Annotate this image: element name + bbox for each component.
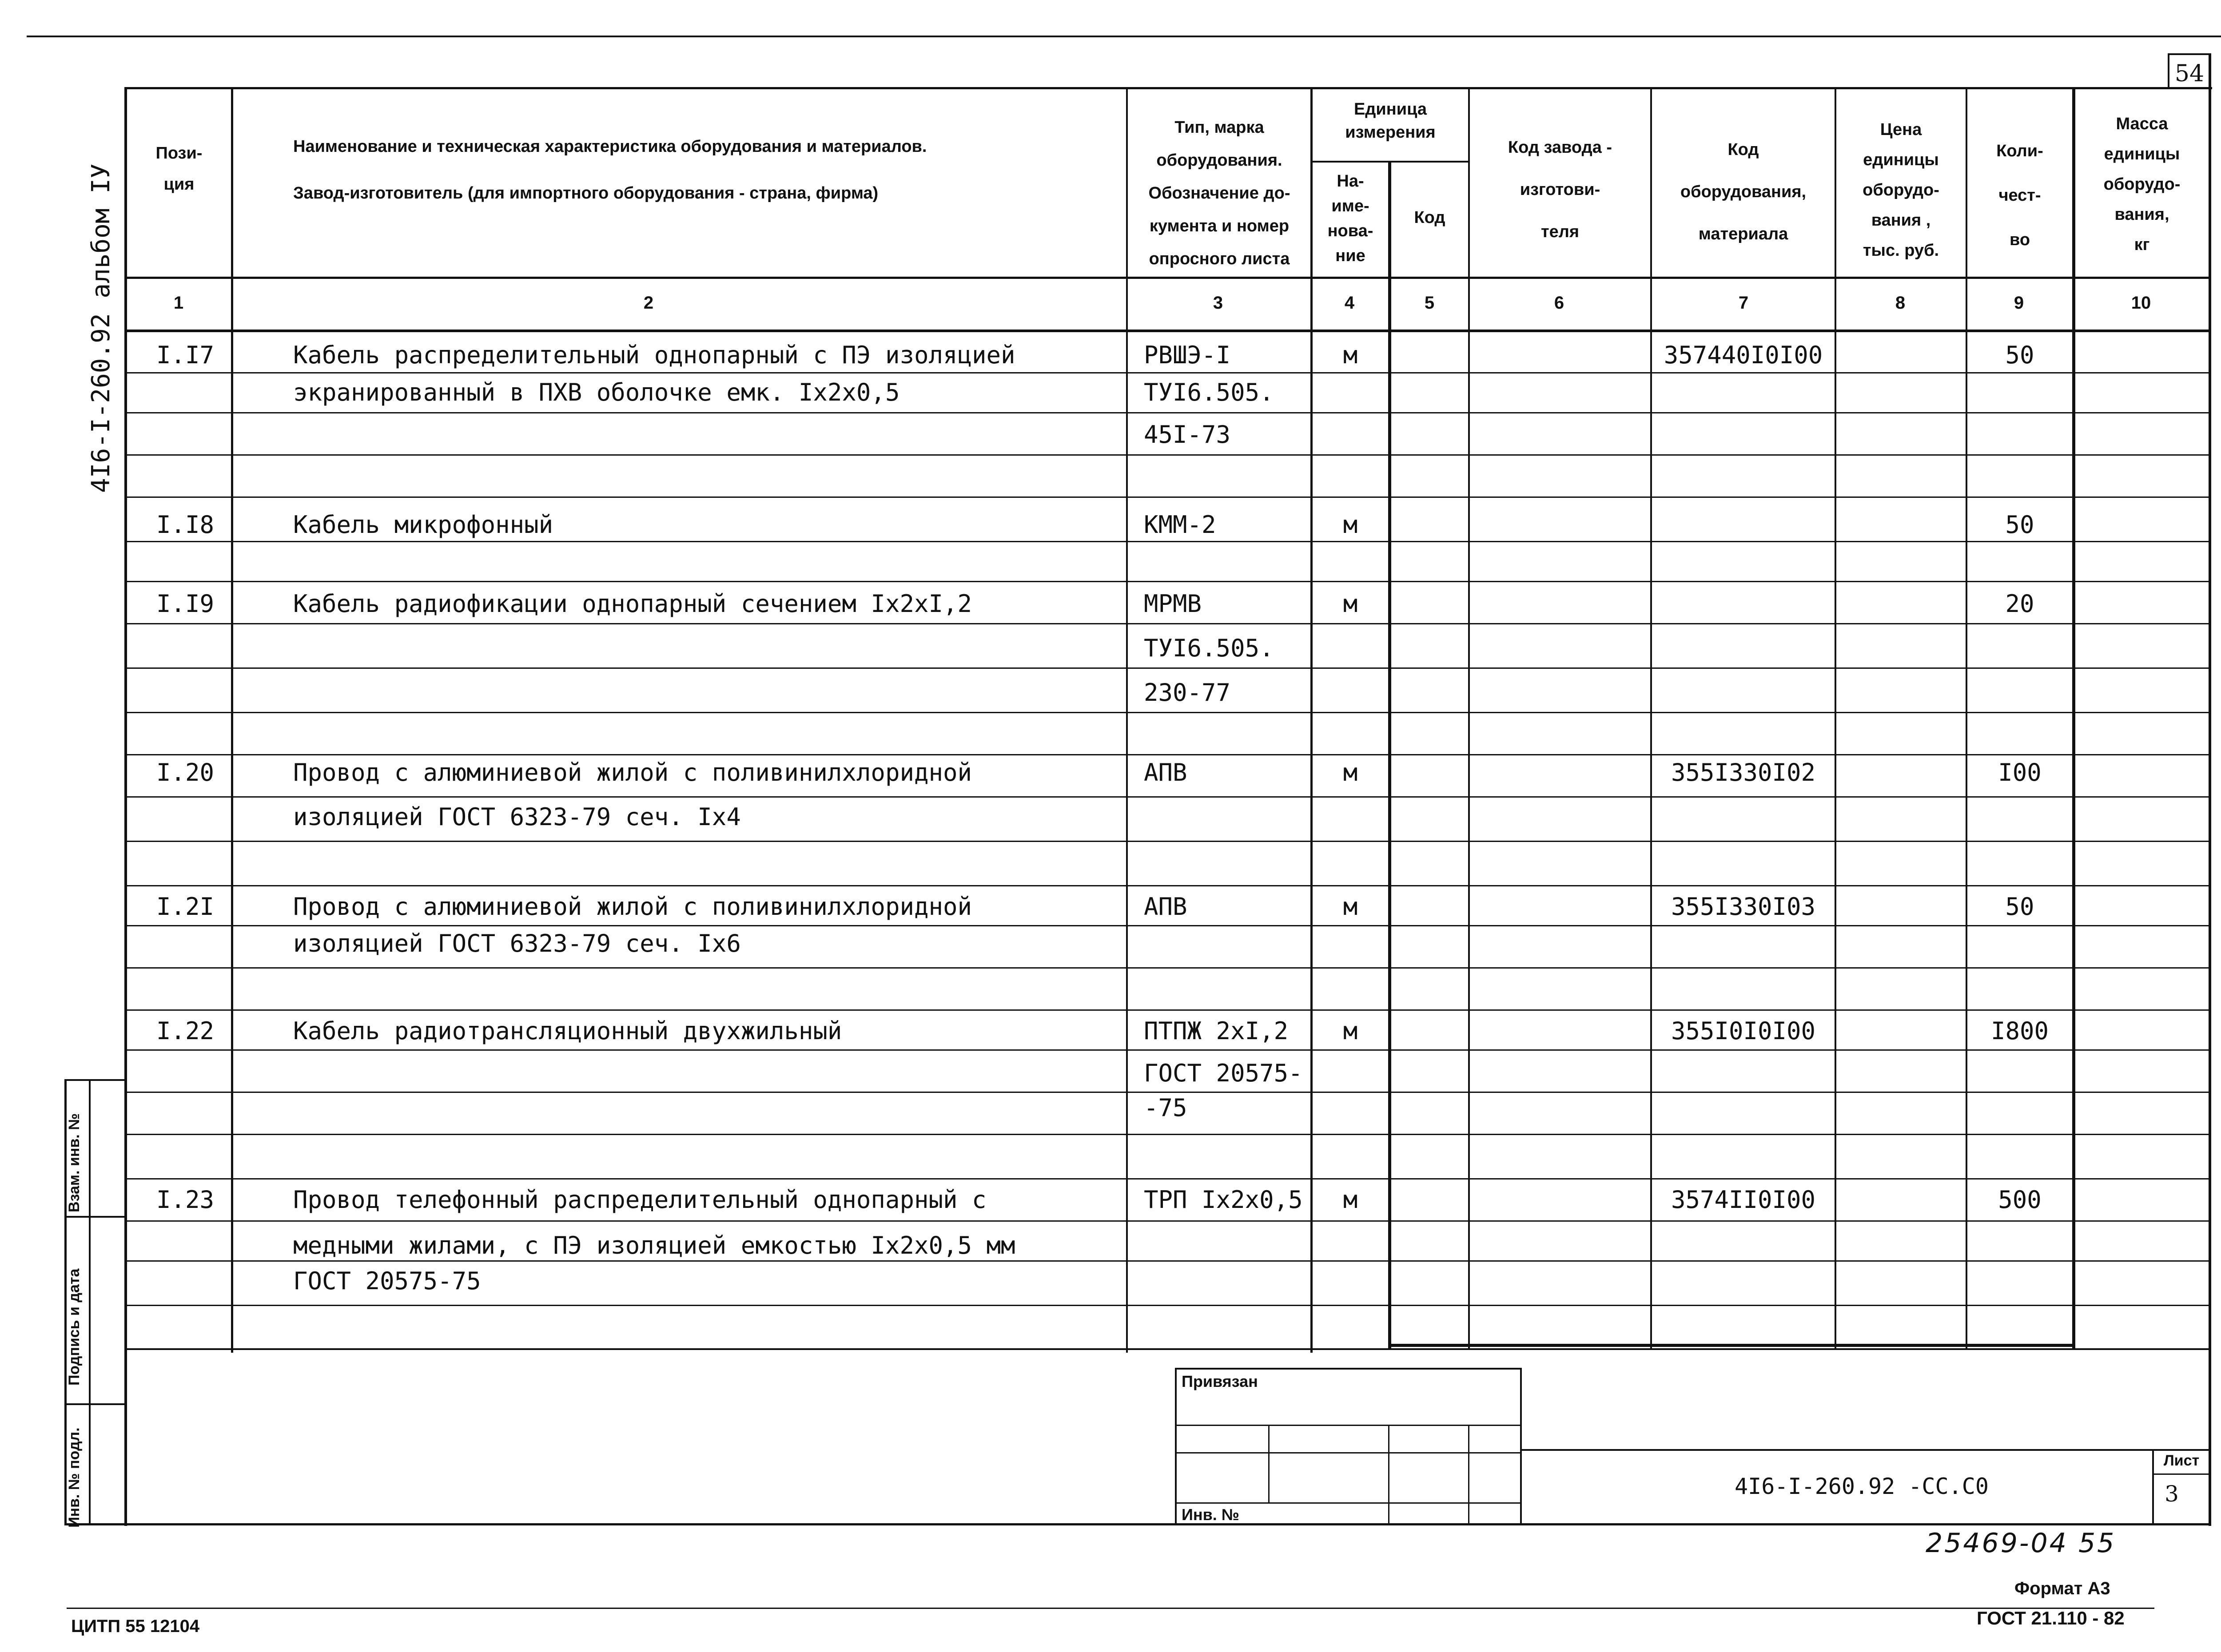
row-4-type-line1: АПВ xyxy=(1144,758,1187,786)
row-6-name-line1: Кабель радиотрансляционный двухжильный xyxy=(293,1017,842,1045)
hline-r7 xyxy=(124,623,2210,624)
row-4-name-line1: Провод с алюминиевой жилой с поливинилхлоридной xyxy=(293,758,972,786)
header-position-line2: ция xyxy=(163,175,195,194)
header-price-line1: Цена xyxy=(1880,120,1922,139)
hline-r18 xyxy=(124,1092,2210,1093)
col-number-8: 8 xyxy=(1895,293,1906,313)
side-stamp-original-inv: Инв. № подл. xyxy=(66,1427,83,1528)
hline-r9 xyxy=(124,712,2210,713)
side-col-sep1 xyxy=(64,1216,127,1218)
title-block-top xyxy=(1520,1449,2209,1451)
hline-r12 xyxy=(124,841,2210,842)
header-equipment-line2: оборудования, xyxy=(1680,183,1807,201)
document-code: 4I6-I-260.92 -СС.С0 xyxy=(1735,1473,1989,1499)
row-4-position: I.20 xyxy=(156,758,215,786)
header-unit-line1: Единица xyxy=(1353,100,1427,119)
header-equipment-line1: Код xyxy=(1727,140,1759,159)
hline-header-bottom xyxy=(124,277,2210,279)
header-unit-name xyxy=(1313,169,1388,268)
header-mass xyxy=(2075,109,2209,260)
header-quantity xyxy=(1967,129,2072,262)
row-2-position: I.I8 xyxy=(156,511,215,539)
row-7-name-line1: Провод телефонный распределительный однопарный с xyxy=(293,1186,987,1214)
header-mass-line2: единицы xyxy=(2104,145,2180,163)
row-1-unit: м xyxy=(1343,341,1358,369)
header-type xyxy=(1128,111,1310,275)
header-price-line3: оборудо- xyxy=(1863,181,1939,199)
hline-r2 xyxy=(124,412,2210,413)
hline-r3 xyxy=(124,454,2210,456)
row-3-quantity: 20 xyxy=(2005,590,2034,618)
frame-left xyxy=(124,87,127,1526)
album-label: 4I6-I-260.92 альбом IУ xyxy=(87,163,115,493)
hline-unit-split xyxy=(1310,161,1468,163)
hline-r22 xyxy=(124,1260,2210,1262)
stamp-vsep3 xyxy=(1468,1425,1469,1525)
vline-9 xyxy=(2072,87,2075,1348)
stamp-box-right xyxy=(1520,1368,1522,1525)
col-number-10: 10 xyxy=(2131,293,2151,313)
handwritten-number: 25469-04 55 xyxy=(1926,1528,2116,1559)
gost-label: ГОСТ 21.110 - 82 xyxy=(1977,1608,2125,1628)
header-type-line3: Обозначение до- xyxy=(1148,184,1290,203)
row-5-quantity: 50 xyxy=(2005,893,2034,921)
col-number-7: 7 xyxy=(1738,293,1749,313)
bottom-left-label: ЦИТП 55 12104 xyxy=(71,1616,200,1636)
row-1-name-line2: экранированный в ПХВ оболочке емк. Iх2х0,5 xyxy=(293,378,900,406)
hline-r21 xyxy=(124,1220,2210,1222)
col-number-2: 2 xyxy=(643,293,654,313)
row-6-type-line1: ПТПЖ 2хI,2 xyxy=(1144,1017,1289,1045)
format-label: Формат А3 xyxy=(2014,1579,2110,1598)
hline-r5 xyxy=(124,541,2210,542)
side-col-inner xyxy=(89,1079,91,1525)
stamp-row1 xyxy=(1175,1425,1521,1426)
header-name-line1: Наименование и техническая характеристика оборудования и материалов. xyxy=(293,137,927,156)
header-quantity-line1: Коли- xyxy=(1996,142,2043,160)
row-4-name-line2: изоляцией ГОСТ 6323-79 сеч. Iх4 xyxy=(293,803,741,831)
stamp-box-left xyxy=(1175,1368,1177,1525)
stamp-vsep1 xyxy=(1268,1425,1270,1504)
row-6-unit: м xyxy=(1343,1017,1358,1045)
col-number-9: 9 xyxy=(2014,293,2024,313)
row-7-type-line1: ТРП Iх2х0,5 xyxy=(1144,1186,1303,1214)
side-stamp-replace-inv: Взам. инв. № xyxy=(66,1113,83,1212)
col-number-6: 6 xyxy=(1554,293,1564,313)
hline-r10 xyxy=(124,754,2210,755)
header-unit-name-line2: име- xyxy=(1331,197,1369,215)
header-factory-code xyxy=(1470,127,1650,253)
row-3-type-line2: ТУI6.505. xyxy=(1144,634,1274,662)
row-4-unit: м xyxy=(1343,758,1358,786)
header-mass-line4: вания, xyxy=(2114,205,2169,224)
row-7-name-line3: ГОСТ 20575-75 xyxy=(293,1267,481,1295)
row-3-position: I.I9 xyxy=(156,590,215,618)
vline-8 xyxy=(1966,87,1967,1348)
col-number-4: 4 xyxy=(1344,293,1355,313)
top-border-line xyxy=(27,36,2221,37)
header-name xyxy=(293,133,1119,206)
row-2-quantity: 50 xyxy=(2005,511,2034,539)
hline-table-end xyxy=(124,1348,2210,1350)
row-3-name-line1: Кабель радиофикации однопарный сечением Iх2хI,2 xyxy=(293,590,972,618)
sheet-number: 3 xyxy=(2165,1481,2179,1507)
header-price xyxy=(1836,115,1966,266)
hline-r14 xyxy=(124,925,2210,926)
hline-r6 xyxy=(124,581,2210,582)
hline-colnum-bottom xyxy=(124,330,2210,332)
header-factory-line3: теля xyxy=(1540,222,1580,241)
hline-r8 xyxy=(124,667,2210,669)
hline-r1 xyxy=(124,372,2210,373)
hline-r16 xyxy=(124,1009,2210,1011)
row-7-name-line2: медными жилами, с ПЭ изоляцией емкостью Iх2х0,5 мм xyxy=(293,1231,1015,1259)
header-quantity-line2: чест- xyxy=(1998,186,2041,205)
hline-r20 xyxy=(124,1178,2210,1179)
row-6-type-line3: -75 xyxy=(1144,1094,1187,1122)
sheet-corner-number: 54 xyxy=(2174,60,2205,87)
header-type-line5: опросного листа xyxy=(1149,250,1290,268)
col-number-1: 1 xyxy=(173,293,184,313)
corner-box-top xyxy=(2168,53,2210,55)
header-unit-line2: измерения xyxy=(1345,123,1436,142)
row-5-position: I.2I xyxy=(156,893,215,921)
row-1-quantity: 50 xyxy=(2005,341,2034,369)
row-2-unit: м xyxy=(1343,511,1358,539)
side-col-top xyxy=(64,1079,127,1081)
header-mass-line1: Масса xyxy=(2116,115,2168,133)
side-stamp-signature-date: Подпись и дата xyxy=(66,1268,83,1386)
header-equipment-code xyxy=(1652,129,1835,255)
row-5-type-line1: АПВ xyxy=(1144,893,1187,921)
header-type-line2: оборудования. xyxy=(1156,151,1282,170)
row-5-unit: м xyxy=(1343,893,1358,921)
row-2-type-line1: КММ-2 xyxy=(1144,511,1216,539)
col-number-5: 5 xyxy=(1424,293,1435,313)
header-name-line2: Завод-изготовитель (для импортного оборудования - страна, фирма) xyxy=(293,184,879,203)
row-1-position: I.I7 xyxy=(156,341,215,369)
header-position xyxy=(127,138,231,200)
row-6-quantity: I800 xyxy=(1990,1017,2049,1045)
row-7-code: 3574II0I00 xyxy=(1671,1186,1816,1214)
header-unit-name-line1: На- xyxy=(1337,172,1364,191)
stamp-row3 xyxy=(1175,1502,1521,1504)
hline-r19 xyxy=(124,1134,2210,1135)
hline-r23 xyxy=(124,1305,2210,1306)
header-factory-line2: изготови- xyxy=(1520,180,1600,199)
vline-4 xyxy=(1388,162,1391,1350)
vline-7 xyxy=(1835,87,1836,1348)
hline-r13 xyxy=(124,885,2210,886)
header-position-line1: Пози- xyxy=(155,144,203,163)
row-7-quantity: 500 xyxy=(1998,1186,2042,1214)
header-mass-line3: оборудо- xyxy=(2103,175,2181,194)
sheet-box-sep xyxy=(2152,1473,2210,1475)
row-5-name-line1: Провод с алюминиевой жилой с поливинилхлоридной xyxy=(293,893,972,921)
hline-r11 xyxy=(124,796,2210,798)
row-4-quantity: I00 xyxy=(1998,758,2042,786)
sheet-label: Лист xyxy=(2163,1452,2200,1469)
frame-top xyxy=(124,87,2212,89)
hline-r4 xyxy=(124,496,2210,498)
row-1-type-line1: РВШЭ-I xyxy=(1144,341,1231,369)
vline-5 xyxy=(1468,87,1470,1348)
row-6-code: 355I0I0I00 xyxy=(1671,1017,1816,1045)
hline-bold-bottom xyxy=(1388,1344,2074,1347)
stamp-box-top xyxy=(1175,1368,1521,1370)
row-3-type-line1: МРМВ xyxy=(1144,590,1202,618)
col-number-3: 3 xyxy=(1213,293,1223,313)
header-price-line5: тыс. руб. xyxy=(1863,241,1939,260)
bottom-line xyxy=(67,1608,2154,1609)
header-price-line4: вания , xyxy=(1871,211,1931,230)
hline-r15 xyxy=(124,967,2210,969)
row-1-name-line1: Кабель распределительный однопарный с ПЭ изоляцией xyxy=(293,341,1015,369)
header-unit-name-line3: нова- xyxy=(1327,222,1373,240)
row-4-code: 355I330I02 xyxy=(1671,758,1816,786)
stamp-inv-no: Инв. № xyxy=(1182,1505,1239,1524)
header-unit-code: Код xyxy=(1414,208,1445,227)
row-5-code: 355I330I03 xyxy=(1671,893,1816,921)
header-price-line2: единицы xyxy=(1863,151,1939,169)
stamp-row2 xyxy=(1175,1452,1521,1453)
row-1-code: 357440I0I00 xyxy=(1664,341,1823,369)
side-col-sep2 xyxy=(64,1403,127,1405)
header-mass-line5: кг xyxy=(2134,235,2150,254)
row-7-unit: м xyxy=(1343,1186,1358,1214)
row-3-unit: м xyxy=(1343,590,1358,618)
stamp-privyazan: Привязан xyxy=(1182,1372,1258,1390)
row-2-name-line1: Кабель микрофонный xyxy=(293,511,553,539)
row-6-position: I.22 xyxy=(156,1017,215,1045)
row-7-position: I.23 xyxy=(156,1186,215,1214)
vline-6 xyxy=(1650,87,1652,1348)
header-unit-name-line4: ние xyxy=(1335,246,1365,265)
row-6-type-line2: ГОСТ 20575- xyxy=(1144,1059,1303,1087)
header-factory-line1: Код завода - xyxy=(1508,138,1612,157)
header-quantity-line3: во xyxy=(2009,230,2030,249)
row-1-type-line2: ТУI6.505. xyxy=(1144,378,1274,406)
header-type-line4: кумента и номер xyxy=(1149,217,1290,235)
frame-bottom xyxy=(64,1523,2211,1525)
row-3-type-line3: 230-77 xyxy=(1144,679,1231,707)
hline-r17 xyxy=(124,1049,2210,1051)
header-equipment-line3: материала xyxy=(1698,225,1788,243)
row-1-type-line3: 45I-73 xyxy=(1144,421,1231,449)
stamp-vsep2 xyxy=(1388,1425,1389,1525)
header-type-line1: Тип, марка xyxy=(1174,118,1264,137)
header-unit-group xyxy=(1313,98,1468,144)
row-5-name-line2: изоляцией ГОСТ 6323-79 сеч. Iх6 xyxy=(293,929,741,957)
